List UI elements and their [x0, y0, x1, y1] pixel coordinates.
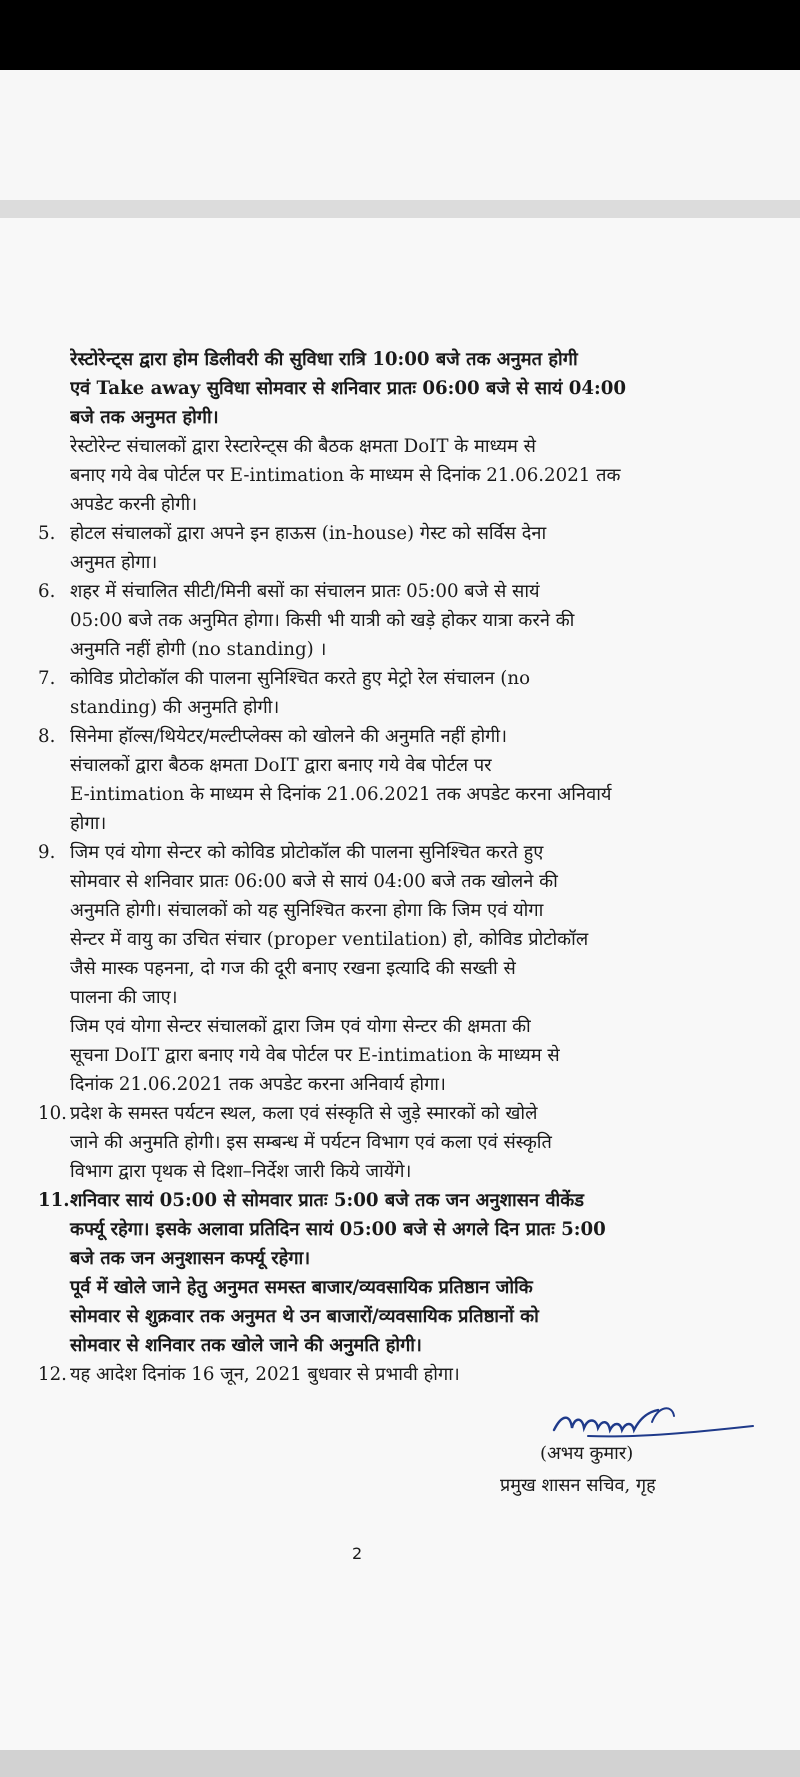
text-line: शहर में संचालित सीटी/मिनी बसों का संचालन प्रातः 05:00 बजे से सायं — [70, 581, 540, 602]
text-line: रेस्टोरेन्ट्स द्वारा होम डिलीवरी की सुविधा रात्रि 10:00 बजे तक अनुमत होगी — [70, 349, 578, 370]
previous-page-fragment — [0, 70, 800, 200]
text-line: यह आदेश दिनांक 16 जून, 2021 बुधवार से प्रभावी होगा। — [70, 1364, 460, 1385]
item-number: 9. — [38, 842, 56, 863]
item-number: 6. — [38, 581, 56, 602]
text-line: सोमवार से शनिवार प्रातः 06:00 बजे से सायं 04:00 बजे तक खोलने की — [70, 871, 558, 892]
text-line: विभाग द्वारा पृथक से दिशा–निर्देश जारी किये जायेंगे। — [70, 1161, 412, 1182]
list-item-11 — [38, 1186, 714, 1360]
intro-paragraph-2 — [38, 432, 714, 519]
text-line: अनुमत होगा। — [70, 552, 158, 573]
text-line: शनिवार सायं 05:00 से सोमवार प्रातः 5:00 बजे तक जन अनुशासन वीकेंड — [70, 1190, 584, 1211]
signer-name: (अभय कुमार) — [540, 1443, 634, 1464]
text-line: बनाए गये वेब पोर्टल पर E-intimation के माध्यम से दिनांक 21.06.2021 तक — [70, 465, 621, 486]
signer-title: प्रमुख शासन सचिव, गृह — [500, 1475, 656, 1496]
text-line: एवं Take away सुविधा सोमवार से शनिवार प्रातः 06:00 बजे से सायं 04:00 — [70, 378, 627, 399]
text-line: अनुमति होगी। संचालकों को यह सुनिश्चित करना होगा कि जिम एवं योगा — [70, 900, 544, 921]
item-number: 5. — [38, 523, 56, 544]
text-line: जैसे मास्क पहनना, दो गज की दूरी बनाए रखना इत्यादि की सख्ती से — [70, 958, 516, 979]
list-item-12 — [38, 1360, 714, 1389]
text-line: होटल संचालकों द्वारा अपने इन हाऊस (in-house) गेस्ट को सर्विस देना — [70, 523, 547, 544]
text-line: प्रदेश के समस्त पर्यटन स्थल, कला एवं संस्कृति से जुड़े स्मारकों को खोले — [70, 1103, 538, 1124]
text-line: E-intimation के माध्यम से दिनांक 21.06.2021 तक अपडेट करना अनिवार्य — [70, 784, 612, 805]
text-line: अपडेट करनी होगी। — [70, 494, 198, 515]
list-item-10 — [38, 1099, 714, 1186]
text-line: होगा। — [70, 813, 107, 834]
page-number: 2 — [352, 1544, 363, 1563]
text-line: पूर्व में खोले जाने हेतु अनुमत समस्त बाजार/व्यवसायिक प्रतिष्ठान जोकि — [70, 1277, 533, 1298]
text-line: बजे तक अनुमत होगी। — [70, 407, 219, 428]
text-line: जाने की अनुमति होगी। इस सम्बन्ध में पर्यटन विभाग एवं कला एवं संस्कृति — [70, 1132, 552, 1153]
document-body — [38, 345, 714, 1389]
text-line: जिम एवं योगा सेन्टर को कोविड प्रोटोकॉल की पालना सुनिश्चित करते हुए — [70, 842, 544, 863]
text-line: कर्फ्यू रहेगा। इसके अलावा प्रतिदिन सायं 05:00 बजे से अगले दिन प्रातः 5:00 — [70, 1219, 606, 1240]
text-line: सेन्टर में वायु का उचित संचार (proper ventilation) हो, कोविड प्रोटोकॉल — [70, 929, 589, 950]
text-line: सूचना DoIT द्वारा बनाए गये वेब पोर्टल पर E-intimation के माध्यम से — [70, 1045, 560, 1066]
list-item-7 — [38, 664, 714, 722]
text-line: बजे तक जन अनुशासन कर्फ्यू रहेगा। — [70, 1248, 311, 1269]
list-item-6 — [38, 577, 714, 664]
viewer-bottom-bar — [0, 1750, 800, 1777]
text-line: अनुमति नहीं होगी (no standing) । — [70, 639, 327, 660]
item-number: 8. — [38, 726, 56, 747]
page-gap — [0, 200, 800, 218]
intro-paragraph — [38, 345, 714, 432]
text-line: standing) की अनुमति होगी। — [70, 697, 280, 718]
list-item-8 — [38, 722, 714, 838]
text-line: दिनांक 21.06.2021 तक अपडेट करना अनिवार्य होगा। — [70, 1074, 446, 1095]
list-item-9 — [38, 838, 714, 1099]
text-line: 05:00 बजे तक अनुमित होगा। किसी भी यात्री को खड़े होकर यात्रा करने की — [70, 610, 575, 631]
text-line: सोमवार से शनिवार तक खोले जाने की अनुमति होगी। — [70, 1335, 422, 1356]
list-item-5 — [38, 519, 714, 577]
viewer-top-bar — [0, 0, 800, 70]
text-line: जिम एवं योगा सेन्टर संचालकों द्वारा जिम एवं योगा सेन्टर की क्षमता की — [70, 1016, 531, 1037]
text-line: पालना की जाए। — [70, 987, 178, 1008]
item-number: 11. — [38, 1190, 70, 1211]
item-number: 7. — [38, 668, 56, 689]
text-line: सिनेमा हॉल्स/थियेटर/मल्टीप्लेक्स को खोलने की अनुमति नहीं होगी। — [70, 726, 508, 747]
text-line: संचालकों द्वारा बैठक क्षमता DoIT द्वारा बनाए गये वेब पोर्टल पर — [70, 755, 492, 776]
item-number: 10. — [38, 1103, 67, 1124]
text-line: रेस्टोरेन्ट संचालकों द्वारा रेस्टारेन्ट्स की बैठक क्षमता DoIT के माध्यम से — [70, 436, 536, 457]
item-number: 12. — [38, 1364, 67, 1385]
text-line: सोमवार से शुक्रवार तक अनुमत थे उन बाजारों/व्यवसायिक प्रतिष्ठानों को — [70, 1306, 539, 1327]
text-line: कोविड प्रोटोकॉल की पालना सुनिश्चित करते हुए मेट्रो रेल संचालन (no — [70, 668, 531, 689]
